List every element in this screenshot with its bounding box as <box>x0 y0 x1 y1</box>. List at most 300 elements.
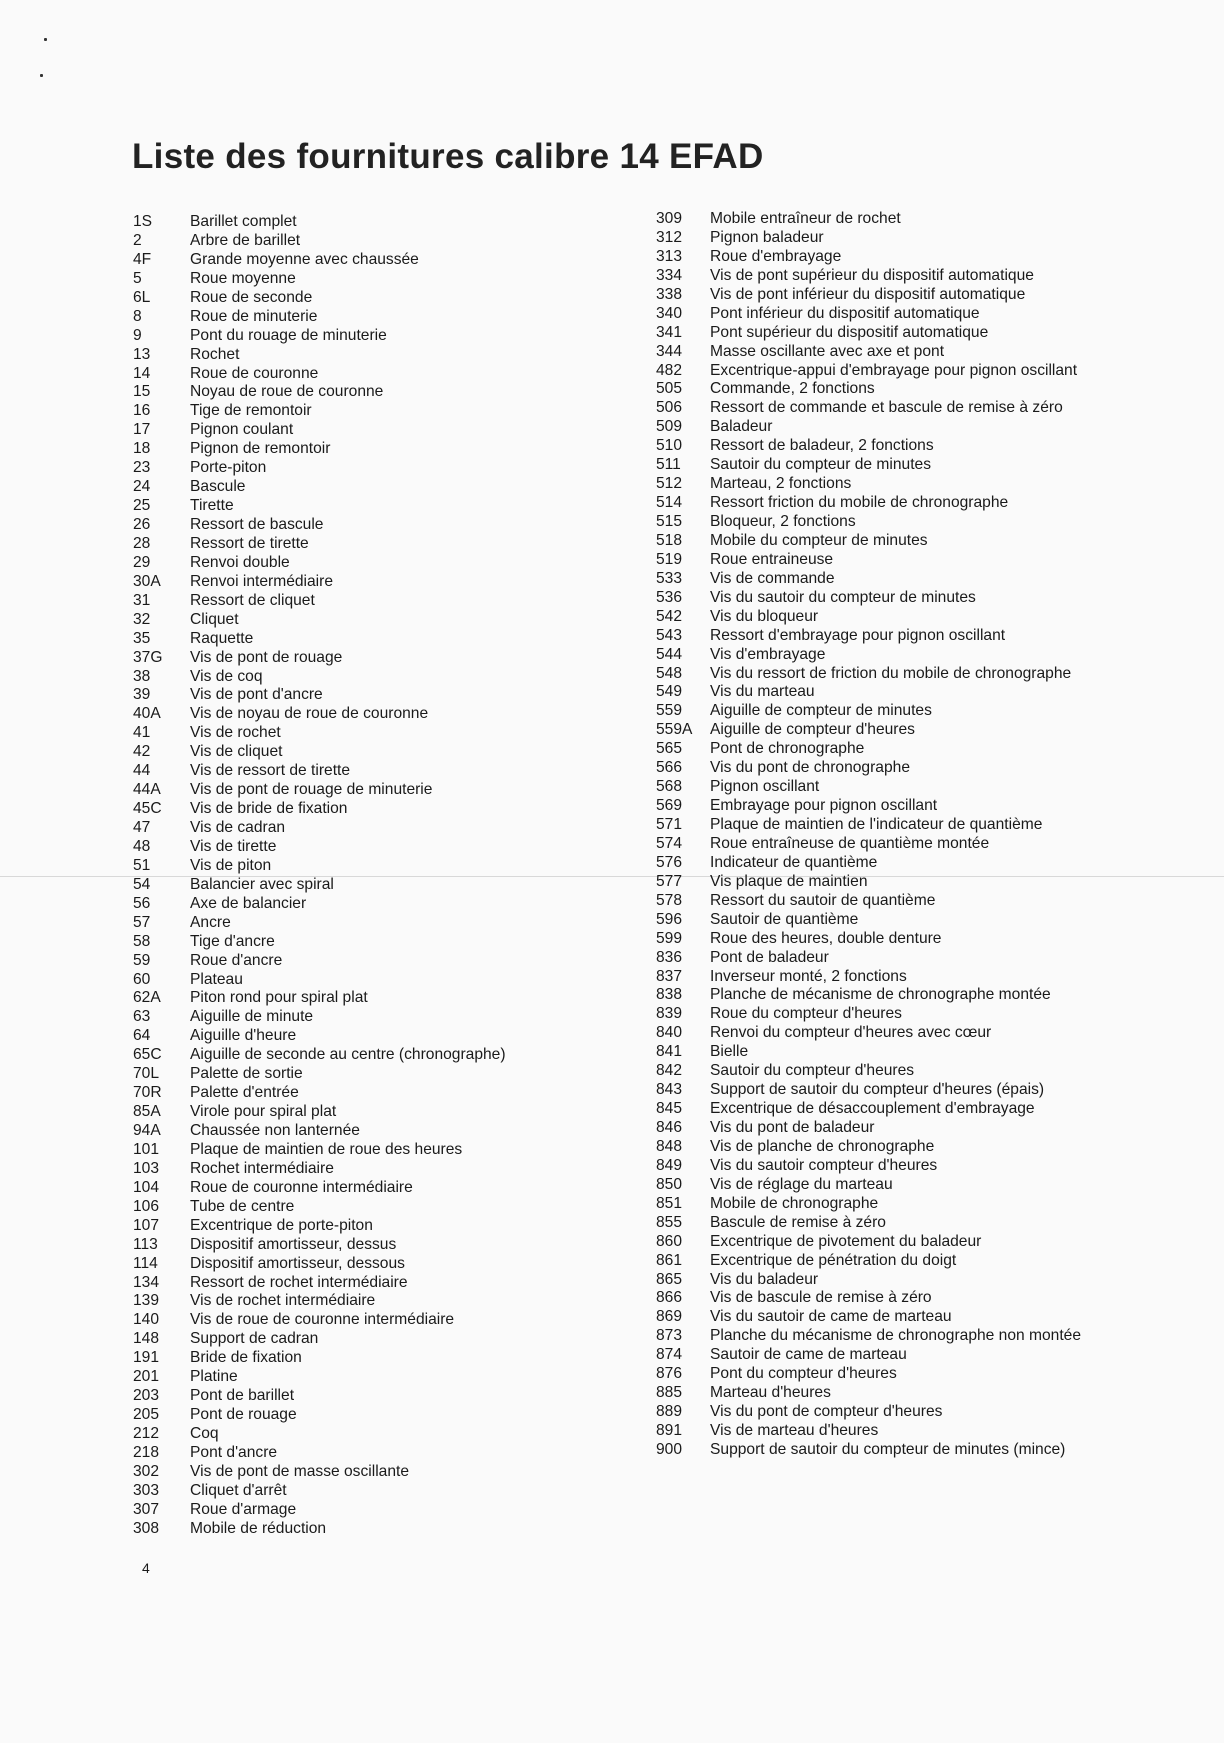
part-description: Vis de rochet intermédiaire <box>190 1292 376 1310</box>
part-number: 35 <box>133 629 151 647</box>
part-row <box>133 1065 653 1084</box>
part-number: 307 <box>133 1500 160 1518</box>
part-number: 850 <box>656 1175 683 1193</box>
part-row <box>133 346 653 365</box>
part-number: 578 <box>656 891 683 909</box>
part-row <box>656 665 1196 684</box>
part-row <box>656 968 1196 987</box>
part-description: Roue de seconde <box>190 288 313 306</box>
part-description: Roue du compteur d'heures <box>710 1005 902 1023</box>
part-number: 101 <box>133 1140 160 1158</box>
part-description: Vis de bascule de remise à zéro <box>710 1289 932 1307</box>
part-number: 37G <box>133 648 163 666</box>
part-row <box>133 914 653 933</box>
part-number: 599 <box>656 929 683 947</box>
part-description: Axe de balancier <box>190 894 307 912</box>
part-row <box>656 949 1196 968</box>
part-number: 201 <box>133 1368 160 1386</box>
part-row <box>133 857 653 876</box>
part-description: Vis du sautoir compteur d'heures <box>710 1156 938 1174</box>
part-description: Vis de planche de chronographe <box>710 1137 935 1155</box>
part-description: Rochet <box>190 345 240 363</box>
part-description: Grande moyenne avec chaussée <box>190 250 419 268</box>
part-description: Vis plaque de maintien <box>710 872 868 890</box>
part-number: 23 <box>133 459 151 477</box>
part-row <box>133 952 653 971</box>
part-row <box>656 702 1196 721</box>
part-description: Renvoi double <box>190 553 290 571</box>
part-description: Plaque de maintien de l'indicateur de quantième <box>710 816 1043 833</box>
part-number: 544 <box>656 645 683 663</box>
part-number: 218 <box>133 1443 160 1461</box>
part-number: 873 <box>656 1327 683 1345</box>
part-description: Mobile entraîneur de rochet <box>710 210 901 227</box>
part-description: Ressort friction du mobile de chronographe <box>710 494 1009 512</box>
part-description: Vis du marteau <box>710 683 815 701</box>
part-row <box>656 1422 1196 1441</box>
part-row <box>133 1255 653 1274</box>
part-description: Balancier avec spiral <box>190 875 334 893</box>
part-description: Ancre <box>190 913 231 931</box>
part-description: Pont de barillet <box>190 1387 295 1405</box>
part-row <box>656 1195 1196 1214</box>
part-description: Vis de pont inférieur du dispositif automatique <box>710 285 1026 303</box>
part-number: 571 <box>656 816 683 833</box>
part-row <box>656 816 1196 835</box>
part-description: Tige d'ancre <box>190 932 275 950</box>
part-row <box>656 1441 1196 1460</box>
part-description: Mobile de réduction <box>190 1519 327 1537</box>
scan-mark <box>44 38 47 41</box>
part-description: Vis du pont de baladeur <box>710 1119 875 1136</box>
part-row <box>133 1274 653 1293</box>
part-row <box>133 1236 653 1255</box>
parts-list-right-column <box>656 210 1196 1460</box>
part-number: 855 <box>656 1213 683 1231</box>
part-description: Vis du bloqueur <box>710 607 819 625</box>
part-number: 64 <box>133 1027 151 1045</box>
part-description: Bride de fixation <box>190 1349 302 1367</box>
part-number: 869 <box>656 1308 683 1326</box>
part-number: 344 <box>656 342 683 360</box>
part-row <box>656 1252 1196 1271</box>
part-description: Renvoi intermédiaire <box>190 572 334 590</box>
part-description: Ressort de cliquet <box>190 591 315 609</box>
part-description: Sautoir du compteur de minutes <box>710 456 932 474</box>
part-description: Inverseur monté, 2 fonctions <box>710 967 907 985</box>
part-number: 107 <box>133 1216 160 1234</box>
part-number: 41 <box>133 724 151 742</box>
part-description: Roue de minuterie <box>190 307 318 325</box>
part-row <box>656 1214 1196 1233</box>
part-description: Bascule <box>190 478 246 496</box>
part-row <box>133 535 653 554</box>
part-number: 511 <box>656 456 681 474</box>
part-description: Vis de réglage du marteau <box>710 1175 893 1193</box>
part-description: Pont du rouage de minuterie <box>190 326 387 344</box>
part-number: 70L <box>133 1065 160 1083</box>
part-number: 885 <box>656 1384 683 1402</box>
part-description: Masse oscillante avec axe et pont <box>710 342 945 360</box>
part-row <box>656 1346 1196 1365</box>
part-row <box>133 1084 653 1103</box>
part-description: Dispositif amortisseur, dessus <box>190 1235 397 1253</box>
part-row <box>656 286 1196 305</box>
part-row <box>133 611 653 630</box>
part-number: 836 <box>656 948 683 966</box>
part-row <box>133 800 653 819</box>
part-description: Pont de chronographe <box>710 740 865 758</box>
part-row <box>133 308 653 327</box>
part-number: 334 <box>656 266 683 284</box>
part-number: 841 <box>656 1043 683 1061</box>
part-description: Vis de ressort de tirette <box>190 762 351 780</box>
part-description: Arbre de barillet <box>190 231 301 249</box>
part-number: 2 <box>133 231 142 249</box>
part-row <box>656 305 1196 324</box>
part-row <box>656 835 1196 854</box>
part-description: Vis du sautoir du compteur de minutes <box>710 588 976 606</box>
part-description: Piton rond pour spiral plat <box>190 989 368 1007</box>
page-title: Liste des fournitures calibre 14 EFAD <box>132 137 764 176</box>
part-number: 837 <box>656 967 683 985</box>
part-row <box>133 876 653 895</box>
part-row <box>133 819 653 838</box>
part-number: 44 <box>133 762 151 780</box>
part-row <box>656 475 1196 494</box>
part-number: 866 <box>656 1289 683 1307</box>
part-row <box>133 1122 653 1141</box>
part-row <box>133 1141 653 1160</box>
part-row <box>656 589 1196 608</box>
part-row <box>656 854 1196 873</box>
part-description: Aiguille de minute <box>190 1008 314 1026</box>
part-row <box>656 1384 1196 1403</box>
part-number: 60 <box>133 970 151 988</box>
part-number: 4F <box>133 250 152 268</box>
part-description: Vis de coq <box>190 667 263 685</box>
part-number: 838 <box>656 986 683 1004</box>
part-description: Mobile du compteur de minutes <box>710 531 928 549</box>
part-number: 506 <box>656 399 683 417</box>
part-number: 559 <box>656 702 683 720</box>
part-description: Support de sautoir du compteur de minutes (mince) <box>710 1440 1066 1458</box>
part-row <box>133 933 653 952</box>
part-row <box>656 324 1196 343</box>
part-number: 577 <box>656 872 683 890</box>
part-number: 16 <box>133 402 151 420</box>
part-description: Support de cadran <box>190 1330 319 1348</box>
part-row <box>133 497 653 516</box>
part-description: Renvoi du compteur d'heures avec cœur <box>710 1024 992 1042</box>
part-description: Cliquet d'arrêt <box>190 1481 287 1499</box>
part-number: 58 <box>133 932 151 950</box>
part-description: Roue de couronne <box>190 364 319 382</box>
part-row <box>656 1271 1196 1290</box>
part-description: Aiguille d'heure <box>190 1027 297 1045</box>
part-description: Embrayage pour pignon oscillant <box>710 797 938 815</box>
part-row <box>133 781 653 800</box>
part-row <box>133 668 653 687</box>
part-description: Vis de pont supérieur du dispositif automatique <box>710 266 1034 284</box>
part-row <box>656 570 1196 589</box>
part-number: 28 <box>133 534 151 552</box>
part-description: Vis du ressort de friction du mobile de chronographe <box>710 664 1072 682</box>
part-row <box>133 989 653 1008</box>
part-number: 9 <box>133 326 142 344</box>
part-row <box>656 1289 1196 1308</box>
part-row <box>656 759 1196 778</box>
part-description: Baladeur <box>710 418 773 436</box>
part-row <box>133 554 653 573</box>
part-description: Vis de pont de rouage <box>190 648 343 666</box>
part-description: Raquette <box>190 629 254 647</box>
part-description: Chaussée non lanternée <box>190 1122 360 1139</box>
part-row <box>656 1403 1196 1422</box>
part-number: 568 <box>656 778 683 796</box>
part-row <box>656 399 1196 418</box>
part-number: 509 <box>656 418 683 436</box>
part-number: 891 <box>656 1422 683 1439</box>
part-number: 14 <box>133 364 151 382</box>
part-number: 309 <box>656 210 683 227</box>
part-row <box>656 911 1196 930</box>
part-description: Vis de marteau d'heures <box>710 1422 879 1439</box>
part-number: 840 <box>656 1024 683 1042</box>
part-description: Roue des heures, double denture <box>710 929 942 947</box>
part-number: 596 <box>656 910 683 928</box>
part-row <box>656 608 1196 627</box>
part-number: 39 <box>133 686 151 704</box>
part-row <box>133 1198 653 1217</box>
part-row <box>133 1179 653 1198</box>
part-number: 900 <box>656 1440 683 1458</box>
part-number: 113 <box>133 1235 158 1253</box>
part-number: 26 <box>133 516 151 533</box>
part-row <box>656 892 1196 911</box>
part-row <box>656 1327 1196 1346</box>
part-row <box>133 251 653 270</box>
part-row <box>656 229 1196 248</box>
part-description: Pont de rouage <box>190 1406 297 1424</box>
part-number: 32 <box>133 610 151 628</box>
part-description: Roue d'ancre <box>190 951 283 969</box>
part-number: 17 <box>133 421 151 439</box>
part-number: 518 <box>656 531 683 549</box>
part-row <box>133 270 653 289</box>
part-description: Pont du compteur d'heures <box>710 1365 897 1383</box>
part-row <box>656 1308 1196 1327</box>
part-number: 25 <box>133 497 151 515</box>
part-description: Plaque de maintien de roue des heures <box>190 1140 463 1158</box>
page-number: 4 <box>142 1560 150 1576</box>
part-number: 574 <box>656 834 683 852</box>
part-row <box>133 1027 653 1046</box>
part-number: 212 <box>133 1425 160 1442</box>
part-number: 851 <box>656 1194 683 1212</box>
part-number: 876 <box>656 1365 683 1383</box>
part-row <box>133 232 653 251</box>
part-number: 519 <box>656 550 683 568</box>
part-description: Aiguille de compteur de minutes <box>710 702 932 720</box>
part-row <box>133 895 653 914</box>
part-description: Vis du sautoir de came de marteau <box>710 1308 952 1326</box>
part-row <box>133 762 653 781</box>
part-row <box>656 627 1196 646</box>
part-description: Aiguille de compteur d'heures <box>710 721 915 739</box>
part-number: 103 <box>133 1159 160 1177</box>
part-row <box>656 532 1196 551</box>
part-row <box>133 573 653 592</box>
part-number: 106 <box>133 1197 160 1215</box>
part-row <box>133 327 653 346</box>
part-description: Dispositif amortisseur, dessous <box>190 1254 405 1272</box>
part-description: Tirette <box>190 497 234 515</box>
part-row <box>133 630 653 649</box>
part-row <box>656 1233 1196 1252</box>
part-row <box>133 213 653 232</box>
part-description: Roue moyenne <box>190 269 296 287</box>
part-description: Vis de commande <box>710 569 835 587</box>
part-number: 51 <box>133 856 151 874</box>
parts-list-left-column <box>133 213 653 1539</box>
part-number: 843 <box>656 1081 683 1099</box>
part-row <box>656 1024 1196 1043</box>
part-description: Excentrique-appui d'embrayage pour pignon oscillant <box>710 361 1078 379</box>
part-row <box>133 421 653 440</box>
part-description: Aiguille de seconde au centre (chronographe) <box>190 1046 506 1064</box>
part-description: Ressort d'embrayage pour pignon oscillant <box>710 626 1006 644</box>
part-description: Vis de pont de rouage de minuterie <box>190 781 433 799</box>
part-description: Vis de cadran <box>190 819 286 836</box>
part-number: 303 <box>133 1481 160 1499</box>
part-description: Vis de piton <box>190 856 272 874</box>
part-row <box>133 440 653 459</box>
part-number: 845 <box>656 1100 683 1118</box>
part-number: 889 <box>656 1403 683 1421</box>
part-row <box>133 1501 653 1520</box>
part-row <box>133 402 653 421</box>
part-number: 874 <box>656 1346 683 1364</box>
part-description: Bascule de remise à zéro <box>710 1213 886 1231</box>
part-row <box>656 494 1196 513</box>
part-row <box>133 592 653 611</box>
part-row <box>133 1368 653 1387</box>
part-row <box>656 683 1196 702</box>
part-number: 48 <box>133 837 151 855</box>
part-row <box>656 797 1196 816</box>
part-number: 566 <box>656 759 683 777</box>
part-row <box>133 705 653 724</box>
part-description: Pignon baladeur <box>710 228 824 246</box>
part-row <box>133 365 653 384</box>
part-description: Pont de baladeur <box>710 948 829 966</box>
part-row <box>133 1008 653 1027</box>
part-number: 134 <box>133 1273 160 1291</box>
part-row <box>133 1046 653 1065</box>
part-description: Porte-piton <box>190 459 267 477</box>
part-number: 42 <box>133 743 151 761</box>
part-description: Vis d'embrayage <box>710 645 826 663</box>
part-number: 839 <box>656 1005 683 1023</box>
part-description: Excentrique de pénétration du doigt <box>710 1251 957 1269</box>
part-row <box>133 1330 653 1349</box>
part-description: Ressort de tirette <box>190 534 309 552</box>
part-row <box>133 649 653 668</box>
part-description: Excentrique de porte-piton <box>190 1216 373 1234</box>
part-number: 510 <box>656 437 683 455</box>
part-description: Vis du baladeur <box>710 1270 819 1288</box>
part-number: 47 <box>133 819 151 836</box>
part-number: 842 <box>656 1062 683 1080</box>
part-row <box>133 516 653 535</box>
part-number: 40A <box>133 705 161 723</box>
part-description: Ressort du sautoir de quantième <box>710 891 936 909</box>
part-description: Pignon coulant <box>190 421 294 439</box>
part-row <box>656 267 1196 286</box>
part-row <box>656 380 1196 399</box>
part-description: Vis de cliquet <box>190 743 283 761</box>
part-number: 15 <box>133 383 151 401</box>
part-description: Tige de remontoir <box>190 402 312 420</box>
part-row <box>656 646 1196 665</box>
part-description: Rochet intermédiaire <box>190 1159 334 1177</box>
part-description: Sautoir du compteur d'heures <box>710 1062 915 1080</box>
part-number: 94A <box>133 1122 161 1139</box>
part-number: 203 <box>133 1387 160 1405</box>
part-number: 860 <box>656 1232 683 1250</box>
part-number: 1S <box>133 213 153 230</box>
part-row <box>656 1119 1196 1138</box>
part-description: Tube de centre <box>190 1197 295 1215</box>
part-number: 505 <box>656 380 683 398</box>
part-row <box>133 1217 653 1236</box>
part-description: Pignon de remontoir <box>190 440 331 458</box>
part-row <box>133 459 653 478</box>
part-number: 18 <box>133 440 151 458</box>
part-row <box>133 1425 653 1444</box>
part-description: Vis du pont de chronographe <box>710 759 910 777</box>
part-number: 6L <box>133 288 151 306</box>
part-row <box>133 743 653 762</box>
part-number: 62A <box>133 989 161 1007</box>
part-row <box>656 1081 1196 1100</box>
part-description: Pont inférieur du dispositif automatique <box>710 304 980 322</box>
part-number: 13 <box>133 345 151 363</box>
part-description: Mobile de chronographe <box>710 1194 879 1212</box>
part-row <box>133 1444 653 1463</box>
part-row <box>656 1138 1196 1157</box>
part-description: Marteau d'heures <box>710 1384 831 1402</box>
part-row <box>133 971 653 990</box>
part-description: Plateau <box>190 970 243 988</box>
part-description: Planche de mécanisme de chronographe montée <box>710 986 1051 1004</box>
part-row <box>656 551 1196 570</box>
part-number: 24 <box>133 478 151 496</box>
part-description: Vis de pont d'ancre <box>190 686 323 704</box>
part-number: 542 <box>656 607 683 625</box>
part-description: Roue entraîneuse de quantième montée <box>710 834 990 852</box>
part-row <box>656 1043 1196 1062</box>
part-number: 29 <box>133 553 151 571</box>
part-row <box>133 1311 653 1330</box>
part-number: 536 <box>656 588 683 606</box>
part-description: Roue d'armage <box>190 1500 297 1518</box>
part-row <box>656 1157 1196 1176</box>
part-number: 139 <box>133 1292 160 1310</box>
part-number: 70R <box>133 1084 162 1102</box>
part-description: Ressort de commande et bascule de remise à zéro <box>710 399 1063 417</box>
